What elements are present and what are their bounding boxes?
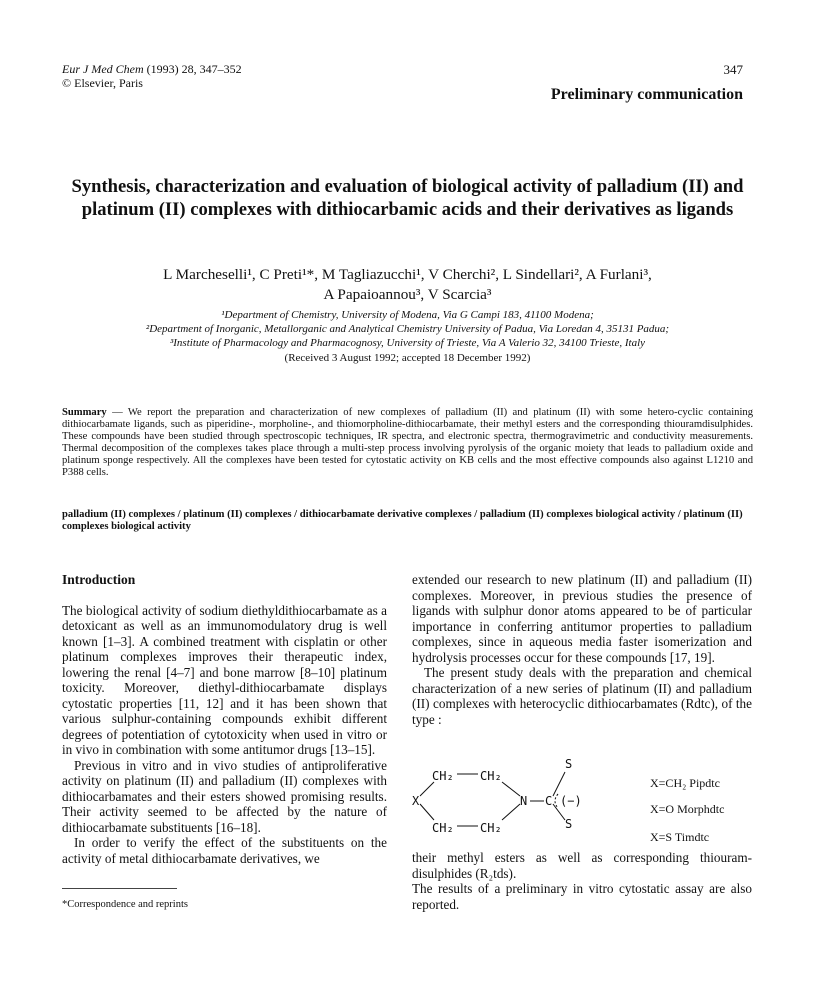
intro-paragraph-2: Previous in vitro and in vivo studies of antiproliferative activity on platinum (II) and palladium (II) complexes with dithiocarbamates and their esters showed promising results. Their activity seemed to be affected by the nature of dithiocarbamate substituents [16–18]. (62, 757, 387, 835)
structure-label-morphdtc: X=O Morphdtc (650, 802, 725, 816)
journal-citation (62, 62, 242, 76)
journal-name: Eur J Med Chem (62, 62, 144, 76)
sulfur-bottom: S (565, 817, 573, 831)
section-label: Preliminary communication (550, 86, 743, 103)
paper-title: Synthesis, characterization and evaluation of biological activity of palladium (II) and platinum (II) complexes with dithiocarbamic acids and their derivatives as ligands (71, 176, 744, 220)
citation-details: (1993) 28, 347–352 (143, 62, 242, 76)
right-column-continued (412, 850, 752, 912)
right-column (412, 572, 752, 727)
ch2-bottom-right: CH₂ (480, 821, 502, 835)
affiliation-2: ²Department of Inorganic, Metallorganic and Analytical Chemistry University of Padua, Via Loredan 4, 35131 Padua; (145, 323, 670, 335)
footnote: *Correspondence and reprints (62, 899, 188, 910)
authors-line-1: L Marcheselli¹, C Preti¹*, M Tagliazucchi¹, V Cherchi², L Sindellari², A Furlani³, (163, 266, 652, 283)
structure-label-pipdtc: X=CH₂ Pipdtc (650, 776, 720, 790)
left-column (62, 572, 387, 866)
heteroatom-x: X (412, 794, 420, 808)
summary (62, 407, 753, 480)
ch2-bottom-left: CH₂ (432, 821, 454, 835)
chemical-structure-diagram (412, 752, 752, 847)
affiliation-1: ¹Department of Chemistry, University of Modena, Via G Campi 183, 41100 Modena; (221, 309, 594, 321)
authors-line-2: A Papaioannou³, V Scarcia³ (323, 286, 492, 303)
right-paragraph-4: The results of a preliminary in vitro cytostatic assay are also reported. (412, 881, 752, 912)
keywords: palladium (II) complexes / platinum (II) complexes / dithiocarbamate derivative complexes / palladium (II) complexes biological activity / platinum (II) complexes biological activity (62, 509, 743, 533)
charge-label: (−) (560, 794, 582, 808)
intro-paragraph-1: The biological activity of sodium diethyldithiocarbamate as a detoxicant as well as an immunomodulatory drug is well known [1–3]. A combined treatment with cisplatin or other platinum complexes improves their therapeutic index, lowering the renal [4–7] and bone marrow [8–10] platinum toxicity. Moreover, diethyl-dithiocarbamate displays cytostatic properties [11, 12] and it has been shown that various sulphur-containing compounds exhibit different degrees of potentiation of cytotoxicity when used in vitro or in vivo in combination with some antitumor drugs [13–15]. (62, 602, 387, 757)
publisher: © Elsevier, Paris (62, 76, 143, 90)
affiliations (40, 308, 775, 350)
intro-paragraph-3: In order to verify the effect of the substituents on the activity of metal dithiocarbamate derivatives, we (62, 835, 387, 866)
right-paragraph-2: The present study deals with the preparation and chemical characterization of a new series of platinum (II) and palladium (II) complexes with heterocyclic dithiocarbamates (Rdtc), of the type : (412, 665, 752, 727)
nitrogen-atom: N (520, 794, 528, 808)
section-heading-introduction: Introduction (62, 572, 136, 587)
authors (40, 265, 775, 305)
footnote-divider (62, 888, 177, 889)
right-paragraph-1: extended our research to new platinum (II) and palladium (II) complexes. Moreover, in previous studies the presence of ligands with sulphur donor atoms appeared to be of particular importance in conferring antitumor properties to palladium complexes, since in aqueous media faster isomerization and hydrolysis processes occur for these compounds [17, 19]. (412, 572, 752, 665)
received-dates: (Received 3 August 1992; accepted 18 December 1992) (284, 352, 531, 364)
page-number: 347 (723, 62, 743, 77)
affiliation-3: ³Institute of Pharmacology and Pharmacognosy, University of Trieste, Via A Valerio 32, 34100 Trieste, Italy (169, 337, 646, 349)
summary-text: — We report the preparation and characterization of new complexes of palladium (II) and platinum (II) with some hetero-cyclic containing dithiocarbamate ligands, such as piperidine-, morpholine-, and thiomorpholine-dithiocarbamate, their methyl esters and the corresponding thiouramdisulphides. These compounds have been studied through spectroscopic techniques, IR spectra, and electronic spectra, thermogravimetric and conductivity measurements. Thermal decomposition of the complexes takes place through a multi-step process involving pyrolysis of the organic moiety that leads to palladium oxide and platinum sponge respectively. All the complexes have been tested for cytostatic activity on KB cells and the most effective compounds also against L1210 and P388 cells. (62, 407, 753, 479)
ch2-top-left: CH₂ (432, 769, 454, 783)
summary-label: Summary (62, 407, 107, 418)
sulfur-top: S (565, 757, 573, 771)
carbon-atom: C (545, 794, 553, 808)
right-paragraph-3: their methyl esters as well as corresponding thiouram-disulphides (R₂tds). (412, 850, 752, 881)
ch2-top-right: CH₂ (480, 769, 502, 783)
structure-label-timdtc: X=S Timdtc (650, 830, 710, 844)
